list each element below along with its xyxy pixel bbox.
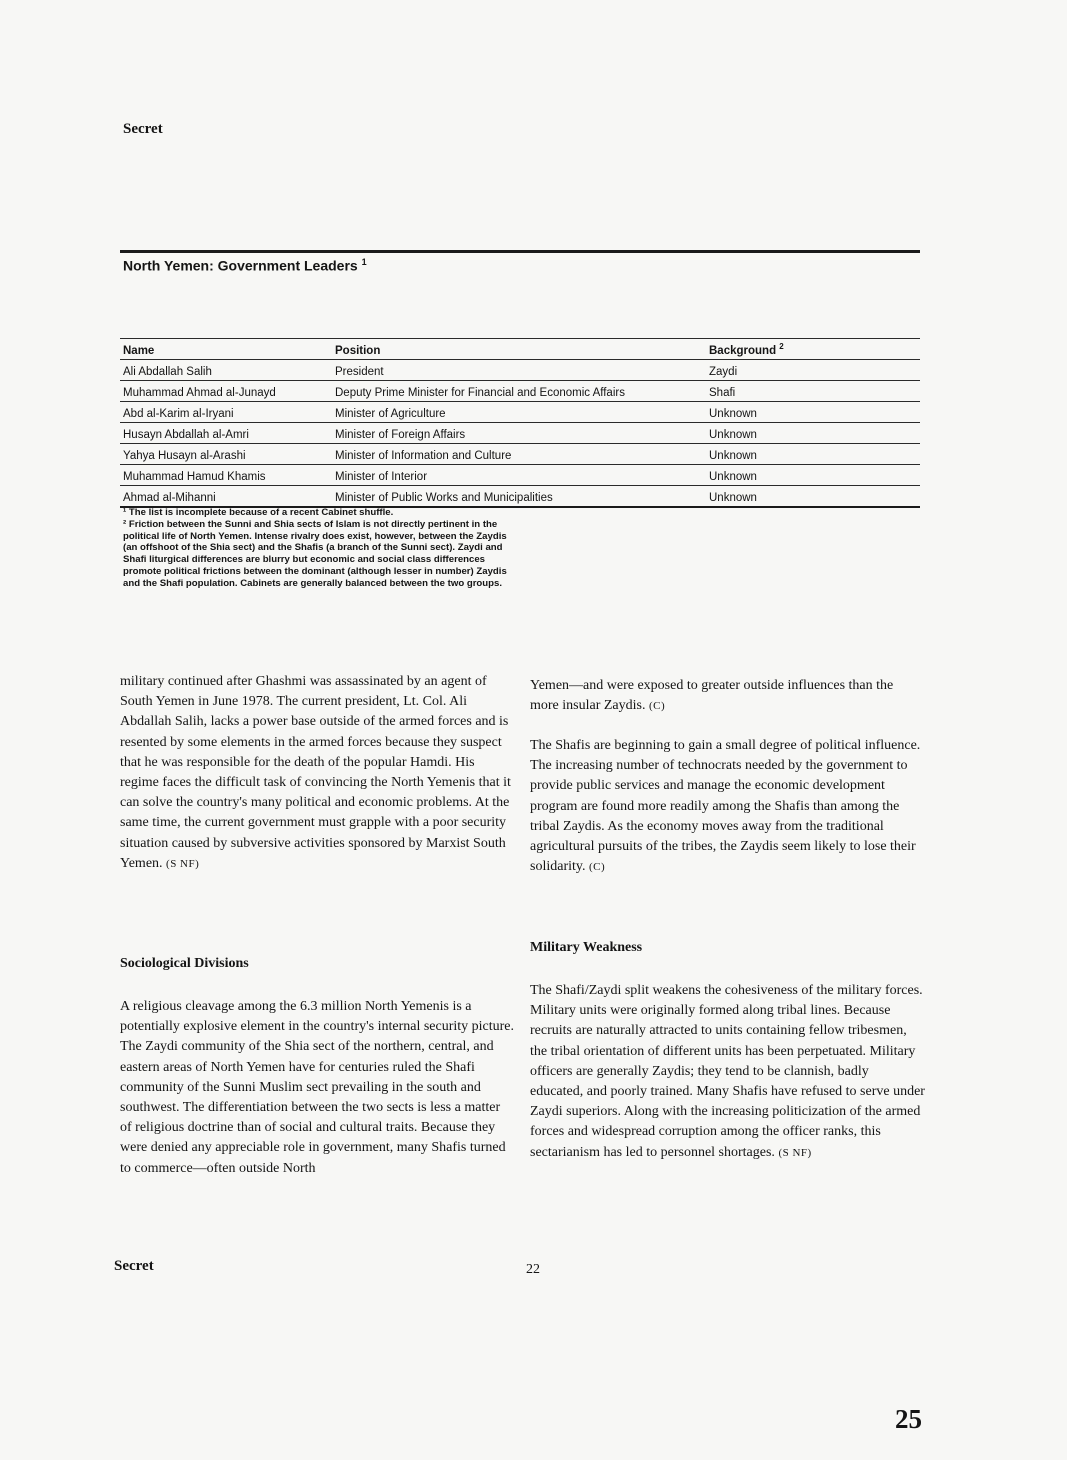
sheet-number: 25 (895, 1404, 922, 1434)
cell-name: Muhammad Ahmad al-Junayd (120, 381, 332, 402)
right-paragraph-2: The Shafis are beginning to gain a small degree of political influence. The increasing number of technocrats needed by the government to provide public services and manage the economic development program are found more readily among the Shafis than among the tribal Zaydis. As the economy moves away from the traditional agricultural pursuits of the tribes, the Zaydis seem likely to lose their solidarity. (C) (530, 738, 921, 875)
cell-background: Zaydi (706, 360, 920, 381)
classification-mark: (C) (648, 700, 666, 713)
cell-background: Unknown (706, 465, 920, 486)
table-row (120, 465, 920, 486)
classification-mark: (S NF) (166, 857, 200, 870)
cell-background: Shafi (706, 381, 920, 402)
table-footnotes (123, 507, 518, 590)
table-title-note: 1 (361, 257, 367, 267)
leaders-table (120, 338, 920, 508)
left-paragraph-2: A religious cleavage among the 6.3 million North Yemenis is a potentially explosive element in the country's internal security picture. The Zaydi community of the Shia sect of the northern, central, and eastern areas of North Yemen have for centuries ruled the Shafi community of the Sunni Muslim sect prevailing in the south and southwest. The differentiation between the two sects is less a matter of religious doctrine than of social and cultural traits. Because they were denied any appreciable role in government, many Shafis turned to commerce—often outside North (120, 999, 515, 1176)
cell-background: Unknown (706, 486, 920, 508)
table-row (120, 423, 920, 444)
table-row (120, 402, 920, 423)
right-paragraph-1: Yemen—and were exposed to greater outside influences than the more insular Zaydis. (C) (530, 678, 894, 714)
table-title: North Yemen: Government Leaders $^1$ (123, 257, 367, 274)
cell-name: Yahya Husayn al-Arashi (120, 444, 332, 465)
table-top-rule (120, 250, 920, 253)
header-name: Name (120, 339, 332, 360)
heading-sociological-divisions: Sociological Divisions (120, 956, 249, 971)
cell-name: Muhammad Hamud Khamis (120, 465, 332, 486)
footnote-2: ² Friction between the Sunni and Shia sects of Islam is not directly pertinent in the political life of North Yemen. Intense rivalry does exist, however, between the Zaydis (an offshoot of the Shia sect) and the Shafis (a branch of the Sunni sect). Zaydi and Shafi liturgical differences are blurry but economic and social class differences promote political frictions between the dominant (although lesser in number) Zaydis and the Shafi population. Cabinets are generally balanced between the two groups. (123, 518, 507, 589)
table-row (120, 360, 920, 381)
footnote-1: ¹ The list is incomplete because of a recent Cabinet shuffle. (123, 507, 394, 518)
table-header-row (120, 339, 920, 360)
cell-position: Minister of Public Works and Municipalities (332, 486, 706, 508)
classification-mark: (S NF) (778, 1146, 812, 1159)
right-paragraph-3: The Shafi/Zaydi split weakens the cohesiveness of the military forces. Military units were originally formed along tribal lines. Because recruits are naturally attracted to units containing fellow tribesmen, the tribal orientation of different units has been perpetuated. Military officers are generally Zaydis; they tend to be clannish, badly educated, and poorly trained. Many Shafis have refused to serve under Zaydi superiors. Along with the increasing politicization of the armed forces and widespread corruption among the officer ranks, this sectarianism has led to personnel shortages. (S NF) (530, 983, 925, 1160)
cell-position: Minister of Foreign Affairs (332, 423, 706, 444)
cell-position: Minister of Interior (332, 465, 706, 486)
cell-background: Unknown (706, 444, 920, 465)
classification-mark: (C) (588, 861, 606, 874)
footer-page-number: 22 (526, 1262, 540, 1277)
header-background: Background $^2$ (706, 339, 920, 360)
cell-name: Ahmad al-Mihanni (120, 486, 332, 508)
footer-classification: Secret (114, 1258, 154, 1274)
table-row (120, 444, 920, 465)
header-position: Position (332, 339, 706, 360)
cell-position: President (332, 360, 706, 381)
cell-position: Deputy Prime Minister for Financial and Economic Affairs (332, 381, 706, 402)
cell-name: Ali Abdallah Salih (120, 360, 332, 381)
header-background-note: 2 (779, 342, 784, 352)
cell-name: Husayn Abdallah al-Amri (120, 423, 332, 444)
cell-background: Unknown (706, 423, 920, 444)
cell-background: Unknown (706, 402, 920, 423)
heading-military-weakness: Military Weakness (530, 940, 643, 955)
table-row (120, 381, 920, 402)
left-paragraph-1: military continued after Ghashmi was assassinated by an agent of South Yemen in June 1978. The current president, Lt. Col. Ali Abdallah Salih, lacks a power base outside of the armed forces and is resented by some elements in the armed forces because they suspect that he was responsible for the death of the popular Hamdi. His regime faces the difficult task of convincing the North Yemenis that it can solve the country's many political and economic problems. At the same time, the current government must grapple with a poor security situation caused by subversive activities sponsored by Marxist South Yemen. (S NF) (120, 674, 511, 871)
cell-name: Abd al-Karim al-Iryani (120, 402, 332, 423)
cell-position: Minister of Agriculture (332, 402, 706, 423)
table-row (120, 486, 920, 508)
cell-position: Minister of Information and Culture (332, 444, 706, 465)
header-classification: Secret (123, 121, 163, 137)
